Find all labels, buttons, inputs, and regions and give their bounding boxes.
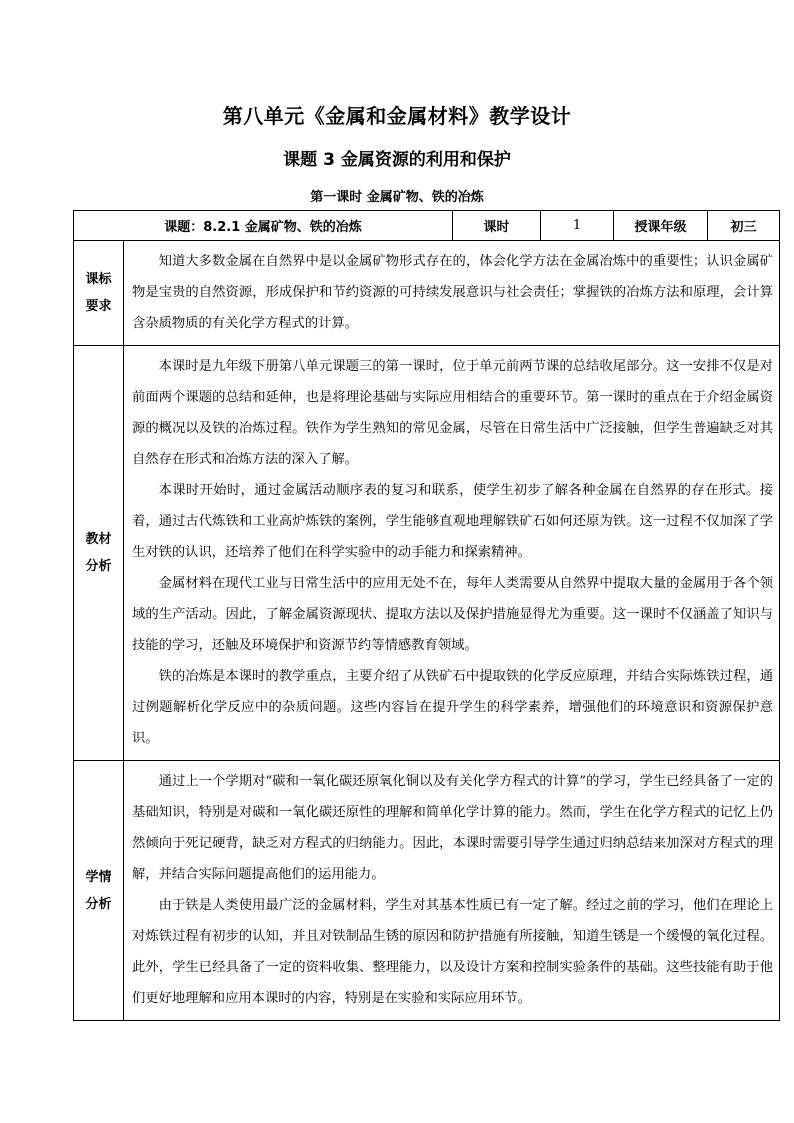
period-label: 课时 — [453, 211, 541, 241]
section-row-textbook — [74, 346, 780, 761]
paragraph: 铁的冶炼是本课时的教学重点，主要介绍了从铁矿石中提取铁的化学反应原理，并结合实际炼铁过程，通过例题解析化学反应中的杂质问题。这些内容旨在提升学生的科学素养，增强他们的环境意识和资源保护意识。 — [132, 669, 774, 746]
lesson-plan-table — [73, 210, 780, 1021]
document-title: 第八单元《金属和金属材料》教学设计 — [222, 104, 572, 128]
paragraph: 本课时是九年级下册第八单元课题三的第一课时，位于单元前两节课的总结收尾部分。这一安排不仅是对前面两个课题的总结和延伸，也是将理论基础与实际应用相结合的重要环节。第一课时的重点在于介绍金属资源的概况以及铁的冶炼过程。铁作为学生熟知的常见金属，尽管在日常生活中广泛接触，但学生普遍缺乏对其自然存在形式和冶炼方法的深入了解。 — [132, 359, 774, 467]
section-label-line: 分析 — [85, 896, 112, 912]
grade-value: 初三 — [708, 211, 780, 241]
section-label-line: 课标 — [85, 272, 112, 287]
paragraph: 本课时开始时，通过金属活动顺序表的复习和联系，使学生初步了解各种金属在自然界的存在形式。接着，通过古代炼铁和工业高炉炼铁的案例，学生能够直观地理解铁矿石如何还原为铁。这一过程不仅加深了学生对铁的认识，还培养了他们在科学实验中的动手能力和探索精神。 — [132, 483, 774, 560]
document-subtitle: 课题 3 金属资源的利用和保护 — [283, 150, 511, 170]
section-label-line: 教材 — [85, 532, 112, 547]
section-label-line: 要求 — [85, 299, 112, 314]
section-content-learner — [124, 761, 780, 1021]
header-row — [74, 211, 780, 241]
paragraph: 金属材料在现代工业与日常生活中的应用无处不在，每年人类需要从自然界中提取大量的金属用于各个领域的生产活动。因此，了解金属资源现状、提取方法以及保护措施显得尤为重要。这一课时不仅涵盖了知识与技能的学习，还触及环境保护和资源节约等情感教育领域。 — [132, 576, 774, 653]
section-content-textbook — [124, 346, 780, 761]
paragraph: 由于铁是人类使用最广泛的金属材料，学生对其基本性质已有一定了解。经过之前的学习，他们在理论上对炼铁过程有初步的认知，并且对铁制品生锈的原因和防护措施有所接触，知道生锈是一个缓慢的氧化过程。此外，学生已经具备了一定的资料收集、整理能力，以及设计方案和控制实验条件的基础。这些技能有助于他们更好地理解和应用本课时的内容，特别是在实验和实际应用环节。 — [132, 898, 774, 1006]
topic-cell: 课题：8.2.1 金属矿物、铁的冶炼 — [74, 211, 453, 241]
period-value: 1 — [541, 211, 614, 241]
section-label-textbook — [74, 346, 124, 761]
section-row-learner — [74, 761, 780, 1021]
paragraph: 知道大多数金属在自然界中是以金属矿物形式存在的，体会化学方法在金属冶炼中的重要性；认识金属矿物是宝贵的自然资源，形成保护和节约资源的可持续发展意识与社会责任；掌握铁的冶炼方法和原理，会计算含杂质物质的有关化学方程式的计算。 — [132, 254, 774, 331]
section-label-line: 分析 — [85, 559, 112, 574]
section-label-curriculum — [74, 241, 124, 346]
section-content-curriculum — [124, 241, 780, 346]
section-label-line: 学情 — [85, 869, 112, 885]
section-row-curriculum — [74, 241, 780, 346]
grade-label: 授课年级 — [614, 211, 708, 241]
paragraph: 通过上一个学期对“碳和一氧化碳还原氧化铜以及有关化学方程式的计算”的学习，学生已经具备了一定的基础知识，特别是对碳和一氧化碳还原性的理解和简单化学计算的能力。然而，学生在化学方程式的记忆上仍然倾向于死记硬背，缺乏对方程式的归纳能力。因此，本课时需要引导学生通过归纳总结来加深对方程式的理解，并结合实际问题提高他们的运用能力。 — [132, 774, 774, 882]
lesson-title: 第一课时 金属矿物、铁的冶炼 — [310, 190, 484, 205]
section-label-learner — [74, 761, 124, 1021]
